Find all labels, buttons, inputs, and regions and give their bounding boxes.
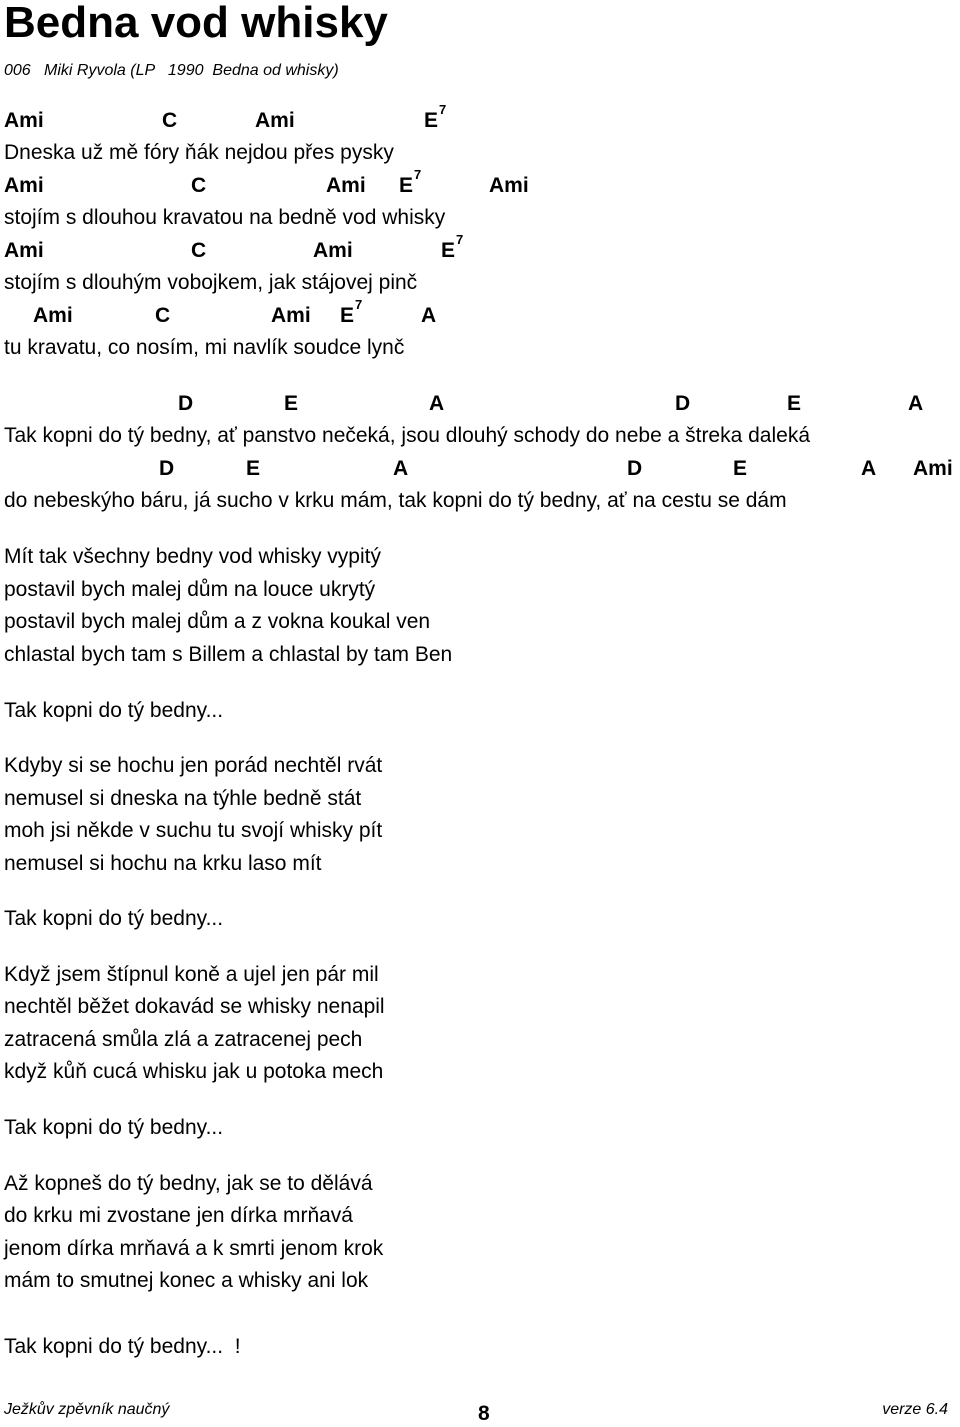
chord: C <box>191 174 207 197</box>
chord: Ami <box>4 239 44 262</box>
chord-line <box>0 454 960 484</box>
lyric-line: postavil bych malej dům na louce ukrytý <box>4 578 376 601</box>
chord: A <box>421 304 437 327</box>
chord: Ami <box>4 109 44 132</box>
song-title: Bedna vod whisky <box>4 0 388 47</box>
page-number: 8 <box>478 1402 490 1425</box>
lyric-line: postavil bych malej dům a z vokna koukal ven <box>4 610 431 633</box>
lyric-line: Když jsem štípnul koně a ujel jen pár mil <box>4 963 379 986</box>
chord: Ami <box>326 174 366 197</box>
chord: Ami <box>255 109 295 132</box>
chord: A <box>393 457 409 480</box>
chord: D <box>675 392 691 415</box>
lyric-line: Tak kopni do tý bedny, ať panstvo nečeká, jsou dlouhý schody do nebe a štreka daleká <box>4 424 811 447</box>
lyric-line: do nebeskýho báru, já sucho v krku mám, tak kopni do tý bedny, ať na cestu se dám <box>4 489 787 512</box>
chord: C <box>191 239 207 262</box>
chord-line <box>0 389 960 419</box>
refrain-line: Tak kopni do tý bedny... <box>4 907 224 930</box>
lyric-line: nemusel si hochu na krku laso mít <box>4 852 322 875</box>
lyric-line: nechtěl běžet dokavád se whisky nenapil <box>4 995 385 1018</box>
lyric-line: Až kopneš do tý bedny, jak se to dělává <box>4 1172 373 1195</box>
footer-version: verze 6.4 <box>882 1401 948 1418</box>
lyric-line: stojím s dlouhou kravatou na bedně vod whisky <box>4 206 446 229</box>
chord: Ami <box>271 304 311 327</box>
chord: E <box>284 392 299 415</box>
lyric-line: nemusel si dneska na týhle bedně stát <box>4 787 362 810</box>
lyric-line: do krku mi zvostane jen dírka mrňavá <box>4 1204 353 1227</box>
chord: Ami <box>913 457 953 480</box>
chord-line <box>0 102 960 136</box>
lyric-line: Dneska už mě fóry ňák nejdou přes pysky <box>4 141 394 164</box>
chord-line <box>0 232 960 266</box>
chord: Ami <box>489 174 529 197</box>
lyric-line: když kůň cucá whisku jak u potoka mech <box>4 1060 384 1083</box>
chord-line <box>0 297 960 331</box>
chord: $E^7$ <box>399 167 422 197</box>
lyric-line: Mít tak všechny bedny vod whisky vypitý <box>4 545 381 568</box>
chord: $E^7$ <box>340 297 363 327</box>
footer-songbook-name: Ježkův zpěvník naučný <box>4 1401 170 1418</box>
chord: Ami <box>33 304 73 327</box>
chord: A <box>861 457 877 480</box>
chord-line <box>0 167 960 201</box>
lyric-line: mám to smutnej konec a whisky ani lok <box>4 1269 369 1292</box>
lyric-line: tu kravatu, co nosím, mi navlík soudce lynč <box>4 336 405 359</box>
lyric-line: stojím s dlouhým vobojkem, jak stájovej pinč <box>4 271 418 294</box>
chord: A <box>908 392 924 415</box>
chord: D <box>627 457 643 480</box>
chord: $E^7$ <box>424 102 447 132</box>
lyric-line: zatracená smůla zlá a zatracenej pech <box>4 1028 363 1051</box>
chord: E <box>246 457 261 480</box>
chord: C <box>162 109 178 132</box>
chord: Ami <box>313 239 353 262</box>
final-refrain-line: Tak kopni do tý bedny... ! <box>4 1335 241 1358</box>
refrain-line: Tak kopni do tý bedny... <box>4 1116 224 1139</box>
song-subtitle: 006 Miki Ryvola (LP 1990 Bedna od whisky) <box>4 62 339 79</box>
lyric-line: chlastal bych tam s Billem a chlastal by tam Ben <box>4 643 453 666</box>
refrain-line: Tak kopni do tý bedny... <box>4 699 224 722</box>
chord: C <box>155 304 171 327</box>
chord: A <box>429 392 445 415</box>
chord: D <box>159 457 175 480</box>
lyric-line: moh jsi někde v suchu tu svojí whisky pít <box>4 819 383 842</box>
chord: E <box>733 457 748 480</box>
lyric-line: Kdyby si se hochu jen porád nechtěl rvát <box>4 754 383 777</box>
chord: E <box>787 392 802 415</box>
chord: D <box>178 392 194 415</box>
chord: $E^7$ <box>441 232 464 262</box>
chord: Ami <box>4 174 44 197</box>
lyric-line: jenom dírka mrňavá a k smrti jenom krok <box>4 1237 384 1260</box>
